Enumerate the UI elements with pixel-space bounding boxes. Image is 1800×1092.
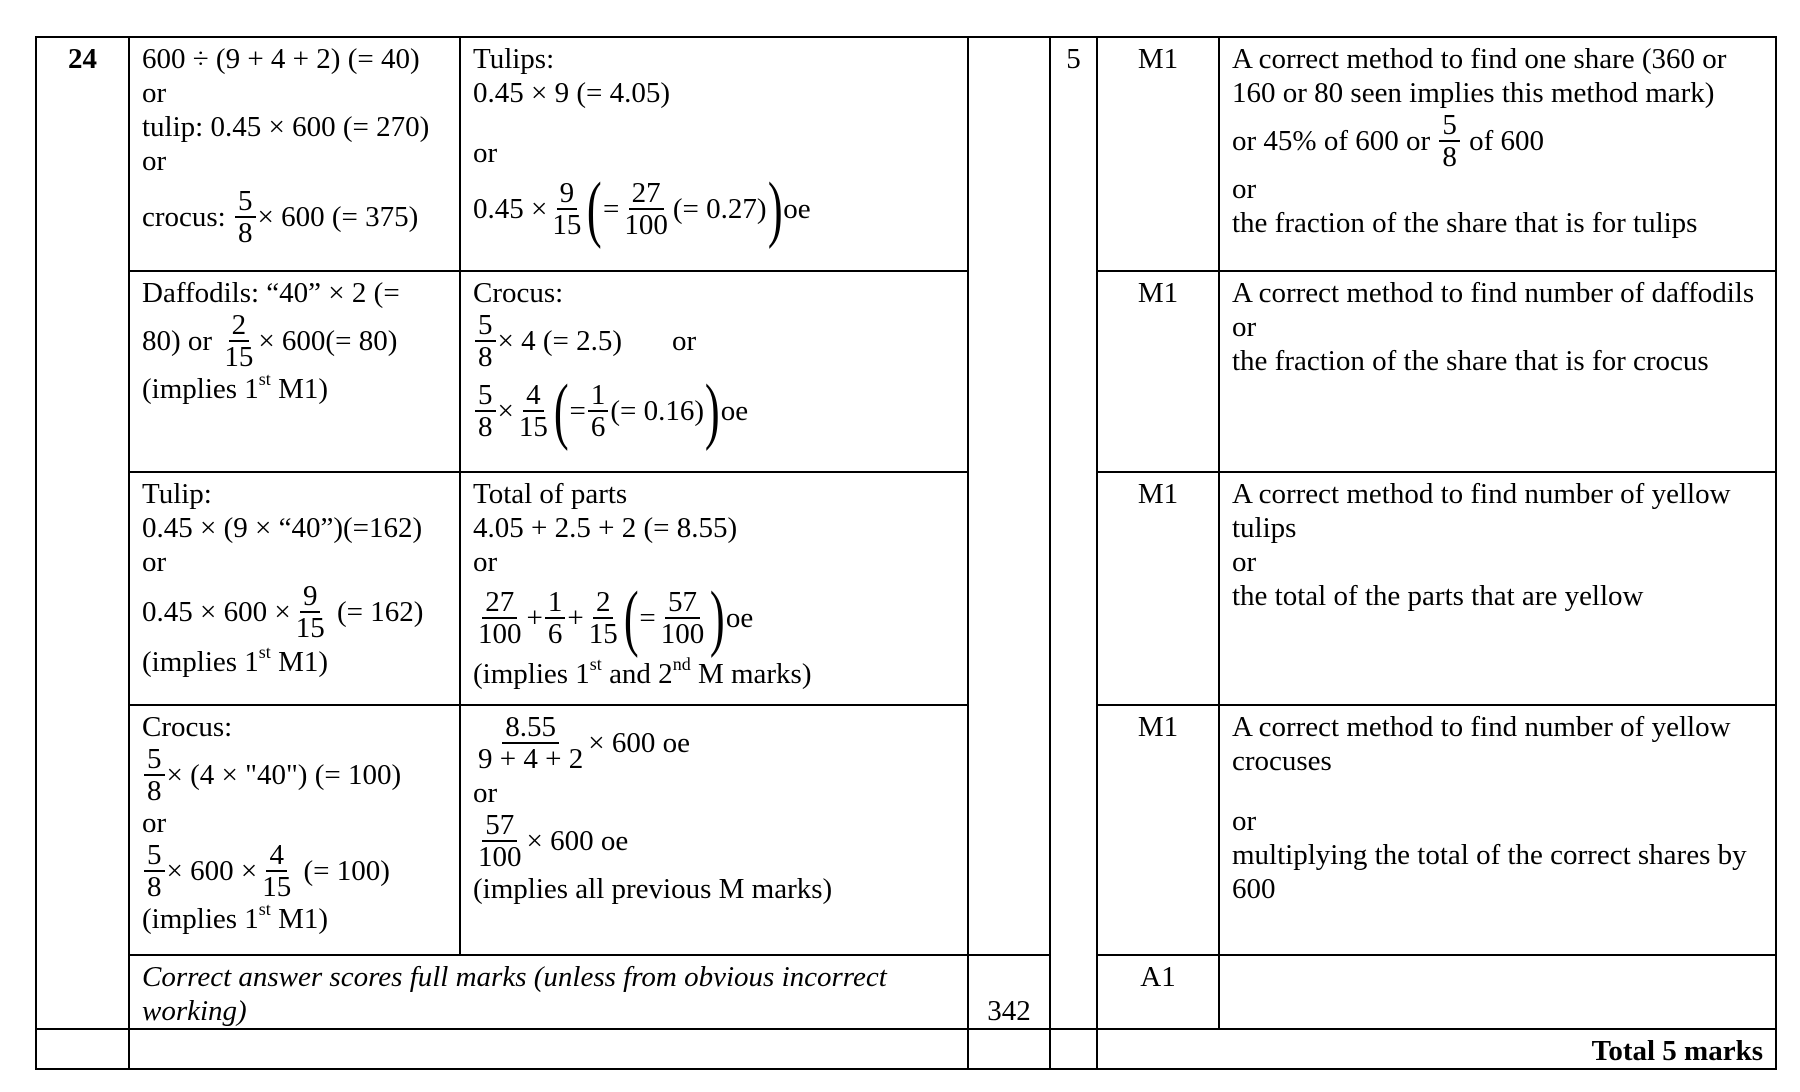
- table-row: [36, 955, 1776, 1029]
- alt-line: Total of parts: [473, 478, 628, 510]
- fraction: $\frac{5}{8}$: [144, 744, 165, 806]
- alt-line: or: [473, 777, 498, 809]
- alternative-working-cell: [460, 472, 968, 705]
- table-row: [36, 705, 1776, 955]
- fraction: $\frac{1}{6}$: [545, 587, 566, 649]
- fraction: $\frac{27}{100}$: [478, 586, 522, 650]
- answer-value: 342: [968, 955, 1050, 1029]
- guidance-line: A correct method to find number of daffodils: [1232, 277, 1755, 309]
- total-marks-line: Total 5 marks: [1097, 1029, 1776, 1069]
- working-line: $\frac{5}{8}$ × 600 × $\frac{4}{15}$ (= 100): [142, 840, 447, 902]
- fraction: $\frac{5}{8}$: [1439, 110, 1460, 172]
- alt-line: 0.45 × 9 (= 4.05): [473, 77, 671, 109]
- guidance-line: A correct method to find number of yellow tulips: [1232, 478, 1731, 544]
- fraction: $\frac{27}{100}$: [624, 177, 668, 241]
- alt-line: $\frac{57}{100}$ × 600 oe: [473, 810, 955, 872]
- mark-code: M1: [1097, 37, 1219, 271]
- alt-line: Crocus:: [473, 277, 564, 309]
- guidance-cell: [1219, 271, 1776, 472]
- table-row: [36, 472, 1776, 705]
- fraction: $\frac{5}{8}$: [475, 380, 496, 442]
- fraction: $\frac{9}{15}$: [552, 177, 582, 241]
- working-line: or: [142, 77, 167, 109]
- fraction: $\frac{4}{15}$: [262, 839, 292, 903]
- alt-line: (implies 1st and 2nd M marks): [473, 654, 812, 690]
- alt-line: 0.45 × $\frac{9}{15}$ ( = $\frac{27}{100}$ (= 0.27) ) oe: [473, 168, 811, 250]
- guidance-line: the total of the parts that are yellow: [1232, 580, 1644, 612]
- table-row: [36, 37, 1776, 271]
- alt-line: $\frac{27}{100}$ + $\frac{1}{6}$ + $\frac{2}{15}$ ( = $\frac{57}{100}$ ) oe: [473, 579, 955, 657]
- guidance-cell: [1219, 37, 1776, 271]
- fraction: $\frac{9}{15}$: [295, 580, 325, 644]
- working-cell: [129, 271, 460, 472]
- guidance-line: or: [1232, 805, 1257, 837]
- mark-scheme-table: [35, 36, 1777, 1070]
- fraction: $\frac{5}{8}$: [235, 186, 256, 248]
- working-line: (implies 1st M1): [142, 899, 329, 935]
- mark-code: M1: [1097, 705, 1219, 955]
- working-line: Daffodils: “40” × 2 (=: [142, 277, 400, 309]
- working-line: crocus: $\frac{5}{8}$ × 600 (= 375): [142, 185, 419, 249]
- fraction: $\frac{57}{100}$: [478, 809, 522, 873]
- working-line: (implies 1st M1): [142, 369, 329, 405]
- mark-code: M1: [1097, 271, 1219, 472]
- fraction: $\frac{5}{8}$: [475, 310, 496, 372]
- working-line: tulip: 0.45 × 600 (= 270): [142, 111, 430, 143]
- alternative-working-cell: [460, 271, 968, 472]
- fraction: $\frac{2}{15}$: [224, 309, 254, 373]
- fraction: $\frac{2}{15}$: [588, 586, 618, 650]
- fraction: $\frac{8.55}{9 + 4 + 2}$: [478, 711, 584, 775]
- alternative-working-cell: [460, 37, 968, 271]
- working-line: or: [142, 807, 167, 839]
- total-marks: 5: [1050, 37, 1097, 271]
- guidance-line: A correct method to find one share (360 or 160 or 80 seen implies this method mark): [1232, 43, 1727, 109]
- working-cell: [129, 37, 460, 271]
- alt-line: or: [473, 137, 498, 169]
- working-cell: [129, 472, 460, 705]
- guidance-cell: [1219, 705, 1776, 955]
- guidance-line: or: [1232, 311, 1257, 343]
- alt-line: $\frac{5}{8}$ × 4 (= 2.5) or: [473, 310, 955, 372]
- guidance-line: or: [1232, 173, 1257, 205]
- table-row: [36, 1029, 1776, 1069]
- fraction: $\frac{57}{100}$: [660, 586, 705, 650]
- working-cell: [129, 705, 460, 955]
- working-line: or: [142, 546, 167, 578]
- guidance-line: the fraction of the share that is for tulips: [1232, 207, 1698, 239]
- guidance-line: multiplying the total of the correct shares by 600: [1232, 839, 1747, 905]
- question-number: 24: [36, 37, 129, 271]
- alt-line: $\frac{5}{8}$ × $\frac{4}{15}$ ( = $\frac{1}{6}$ (= 0.16) ) oe: [473, 372, 955, 450]
- alternative-working-cell: [460, 705, 968, 955]
- fraction: $\frac{4}{15}$: [518, 379, 548, 443]
- table-row: [36, 271, 1776, 472]
- fraction: $\frac{1}{6}$: [588, 380, 609, 442]
- alt-line: or: [473, 546, 498, 578]
- guidance-line: or: [1232, 546, 1257, 578]
- working-line: Tulip:: [142, 478, 212, 510]
- alt-line: 4.05 + 2.5 + 2 (= 8.55): [473, 512, 738, 544]
- answer-cell: [968, 37, 1050, 271]
- working-line: Crocus:: [142, 711, 233, 743]
- working-line: (implies 1st M1): [142, 642, 329, 678]
- guidance-line: or 45% of 600 or $\frac{5}{8}$ of 600: [1232, 109, 1545, 173]
- working-line: or: [142, 145, 167, 177]
- fraction: $\frac{5}{8}$: [144, 840, 165, 902]
- alt-line: (implies all previous M marks): [473, 873, 833, 905]
- working-line: 600 ÷ (9 + 4 + 2) (= 40): [142, 43, 420, 75]
- guidance-cell: [1219, 472, 1776, 705]
- working-line: $\frac{5}{8}$ × (4 × "40") (= 100): [142, 744, 447, 806]
- working-line: 0.45 × 600 × $\frac{9}{15}$ (= 162): [142, 580, 424, 644]
- full-marks-note: Correct answer scores full marks (unless from obvious incorrect working): [129, 955, 968, 1029]
- mark-code: A1: [1097, 955, 1219, 1029]
- alt-line: Tulips:: [473, 43, 555, 75]
- guidance-line: the fraction of the share that is for crocus: [1232, 345, 1709, 377]
- working-line: 0.45 × (9 × “40”)(=162): [142, 512, 423, 544]
- alt-line: $\frac{8.55}{9 + 4 + 2}$ × 600 oe: [473, 710, 955, 776]
- mark-code: M1: [1097, 472, 1219, 705]
- guidance-line: A correct method to find number of yellow crocuses: [1232, 711, 1731, 777]
- working-line: 80) or $\frac{2}{15}$ × 600(= 80): [142, 309, 398, 373]
